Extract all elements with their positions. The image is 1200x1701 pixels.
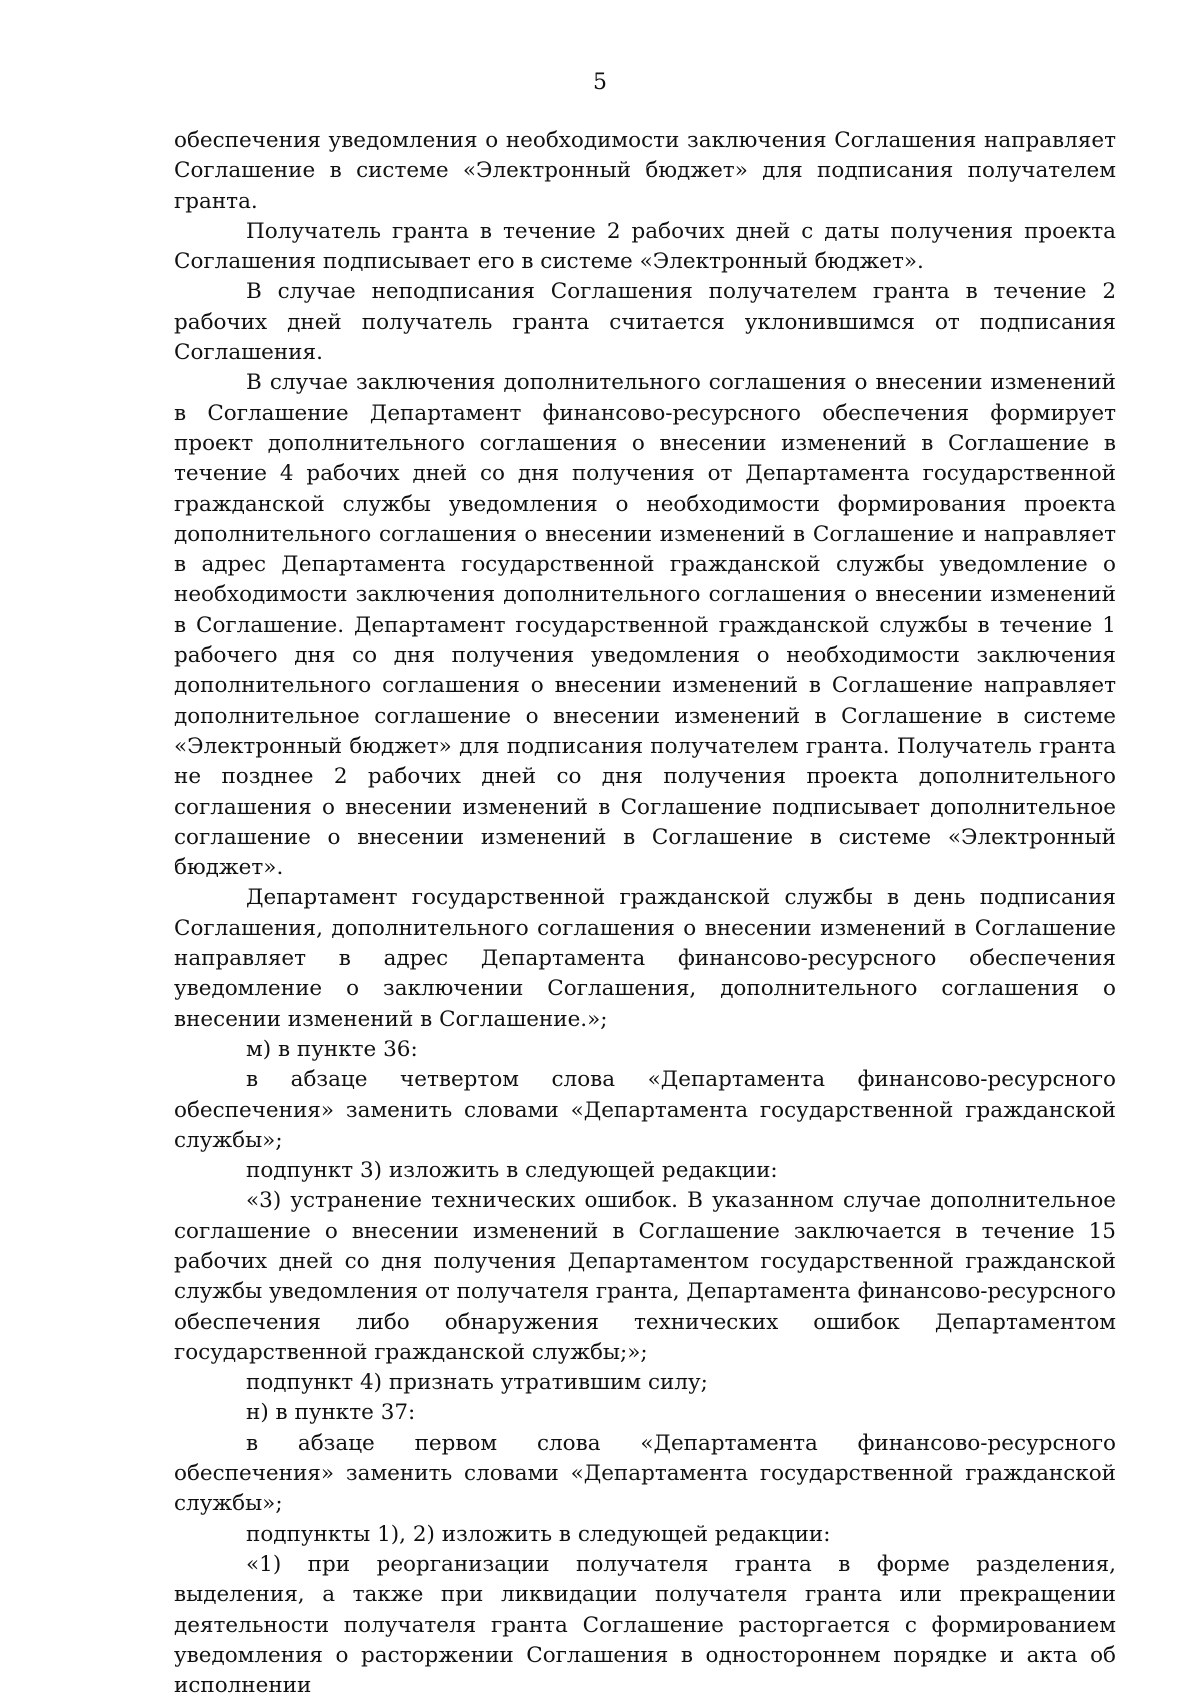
paragraph-item-m-abzac: в абзаце четвертом слова «Департамента финансово-ресурсного обеспечения» заменить словами «Департамента государственной гражданской службы»;	[174, 1067, 1116, 1153]
paragraph-subitem-4: подпункт 4) признать утратившим силу;	[246, 1370, 708, 1396]
paragraph-additional-agreement: В случае заключения дополнительного соглашения о внесении изменений в Соглашение Департамент финансово-ресурсного обеспечения формирует проект дополнительного соглашения о внесении изменений в Соглашение в течение 4 рабочих дней со дня получения от Департамента государственной гражданской службы уведомления о необходимости формирования проекта дополнительного соглашения о внесении изменений в Соглашение и направляет в адрес Департамента государственной гражданской службы уведомление о необходимости заключения дополнительного соглашения о внесении изменений в Соглашение. Департамент государственной гражданской службы в течение 1 рабочего дня со дня получения уведомления о необходимости заключения дополнительного соглашения о внесении изменений в Соглашение направляет дополнительное соглашение о внесении изменений в Соглашение в системе «Электронный бюджет» для подписания получателем гранта. Получатель гранта не позднее 2 рабочих дней со дня получения проекта дополнительного соглашения о внесении изменений в Соглашение подписывает дополнительное соглашение о внесении изменений в Соглашение в системе «Электронный бюджет».	[174, 370, 1116, 881]
paragraph-continuation: обеспечения уведомления о необходимости заключения Соглашения направляет Соглашение в системе «Электронный бюджет» для подписания получателем гранта.	[174, 128, 1116, 214]
paragraph-subitem-3-text: «3) устранение технических ошибок. В указанном случае дополнительное соглашение о внесении изменений в Соглашение заключается в течение 15 рабочих дней со дня получения Департаментом государственной гражданской службы уведомления от получателя гранта, Департамента финансово-ресурсного обеспечения либо обнаружения технических ошибок Департаментом государственной гражданской службы;»;	[174, 1188, 1116, 1365]
paragraph-department-notice: Департамент государственной гражданской службы в день подписания Соглашения, дополнительного соглашения о внесении изменений в Соглашение направляет в адрес Департамента финансово-ресурсного обеспечения уведомление о заключении Соглашения, дополнительного соглашения о внесении изменений в Соглашение.»;	[174, 885, 1116, 1032]
document-body	[174, 126, 1116, 1701]
paragraph-item-n-abzac: в абзаце первом слова «Департамента финансово-ресурсного обеспечения» заменить словами «Департамента государственной гражданской службы»;	[174, 1430, 1116, 1517]
paragraph-item-n: н) в пункте 37:	[246, 1400, 416, 1426]
paragraph-non-signing: В случае неподписания Соглашения получателем гранта в течение 2 рабочих дней получатель гранта считается уклонившимся от подписания Соглашения.	[174, 279, 1116, 366]
paragraph-subitem-1-text: «1) при реорганизации получателя гранта в форме разделения, выделения, а также при ликвидации получателя гранта или прекращении деятельности получателя гранта Соглашение расторгается с формированием уведомления о расторжении Соглашения в одностороннем порядке и акта об исполнении	[174, 1551, 1116, 1699]
paragraph-recipient-signs: Получатель гранта в течение 2 рабочих дней с даты получения проекта Соглашения подписывает его в системе «Электронный бюджет».	[174, 218, 1116, 275]
page-number: 5	[593, 70, 607, 95]
paragraph-item-m: м) в пункте 36:	[246, 1036, 418, 1062]
paragraph-subitems-1-2-header: подпункты 1), 2) изложить в следующей редакции:	[246, 1521, 831, 1547]
paragraph-subitem-3-header: подпункт 3) изложить в следующей редакции:	[246, 1158, 778, 1184]
